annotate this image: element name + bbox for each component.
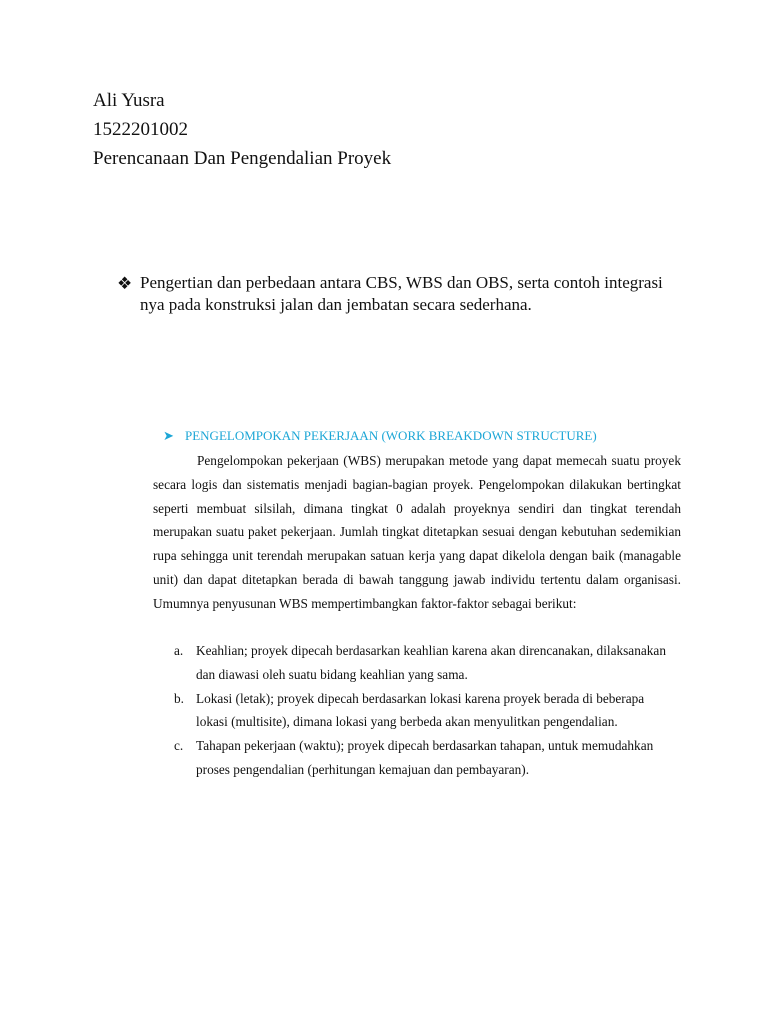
list-item	[174, 639, 674, 687]
document-header	[93, 86, 391, 173]
author-name: Ali Yusra	[93, 90, 165, 111]
list-marker: a.	[174, 643, 184, 658]
main-topic	[117, 272, 677, 316]
list-item-text: Tahapan pekerjaan (waktu); proyek dipecah berdasarkan tahapan, untuk memudahkan proses pengendalian (perhitungan kemajuan dan pembayaran).	[196, 738, 654, 777]
diamond-bullet-icon: ❖	[117, 274, 133, 293]
section-paragraph	[153, 449, 681, 616]
student-id: 1522201002	[93, 119, 188, 140]
list-marker: c.	[174, 738, 184, 754]
list-item-text: Lokasi (letak); proyek dipecah berdasarkan lokasi karena proyek berada di beberapa lokasi (multisite), dimana lokasi yang berbeda akan menyulitkan pengendalian.	[196, 690, 645, 730]
section-paragraph-text: Pengelompokan pekerjaan (WBS) merupakan metode yang dapat memecah suatu proyek secara logis dan sistematis menjadi bagian-bagian proyek. Pengelompokan dilakukan bertingkat seperti membuat silsilah, dimana tingkat 0 adalah proyeknya sendiri dan tingkat terendah merupakan suatu paket pekerjaan. Jumlah tingkat ditetapkan sesuai dengan kebutuhan sedemikian rupa sehingga unit terendah merupakan satuan kerja yang dapat dikelola dengan baik (managable unit) dan dapat ditetapkan berada di bawah tanggung jawab individu tertentu dalam organisasi. Umumnya penyusunan WBS mempertimbangkan faktor-faktor sebagai berikut:	[153, 453, 681, 611]
arrow-bullet-icon: ➤	[163, 428, 174, 443]
factor-list	[174, 639, 674, 782]
list-item	[174, 734, 674, 782]
wbs-section	[163, 426, 683, 446]
main-topic-text: Pengertian dan perbedaan antara CBS, WBS dan OBS, serta contoh integrasi nya pada konstruksi jalan dan jembatan secara sederhana.	[140, 273, 663, 314]
list-item	[174, 687, 674, 735]
list-marker: b.	[174, 690, 184, 706]
list-item-text: Keahlian; proyek dipecah berdasarkan keahlian karena akan direncanakan, dilaksanakan dan diawasi oleh suatu bidang keahlian yang sama.	[196, 643, 666, 682]
section-heading	[163, 426, 683, 446]
course-title: Perencanaan Dan Pengendalian Proyek	[93, 148, 392, 169]
section-heading-text: PENGELOMPOKAN PEKERJAAN (WORK BREAKDOWN STRUCTURE)	[185, 428, 597, 443]
